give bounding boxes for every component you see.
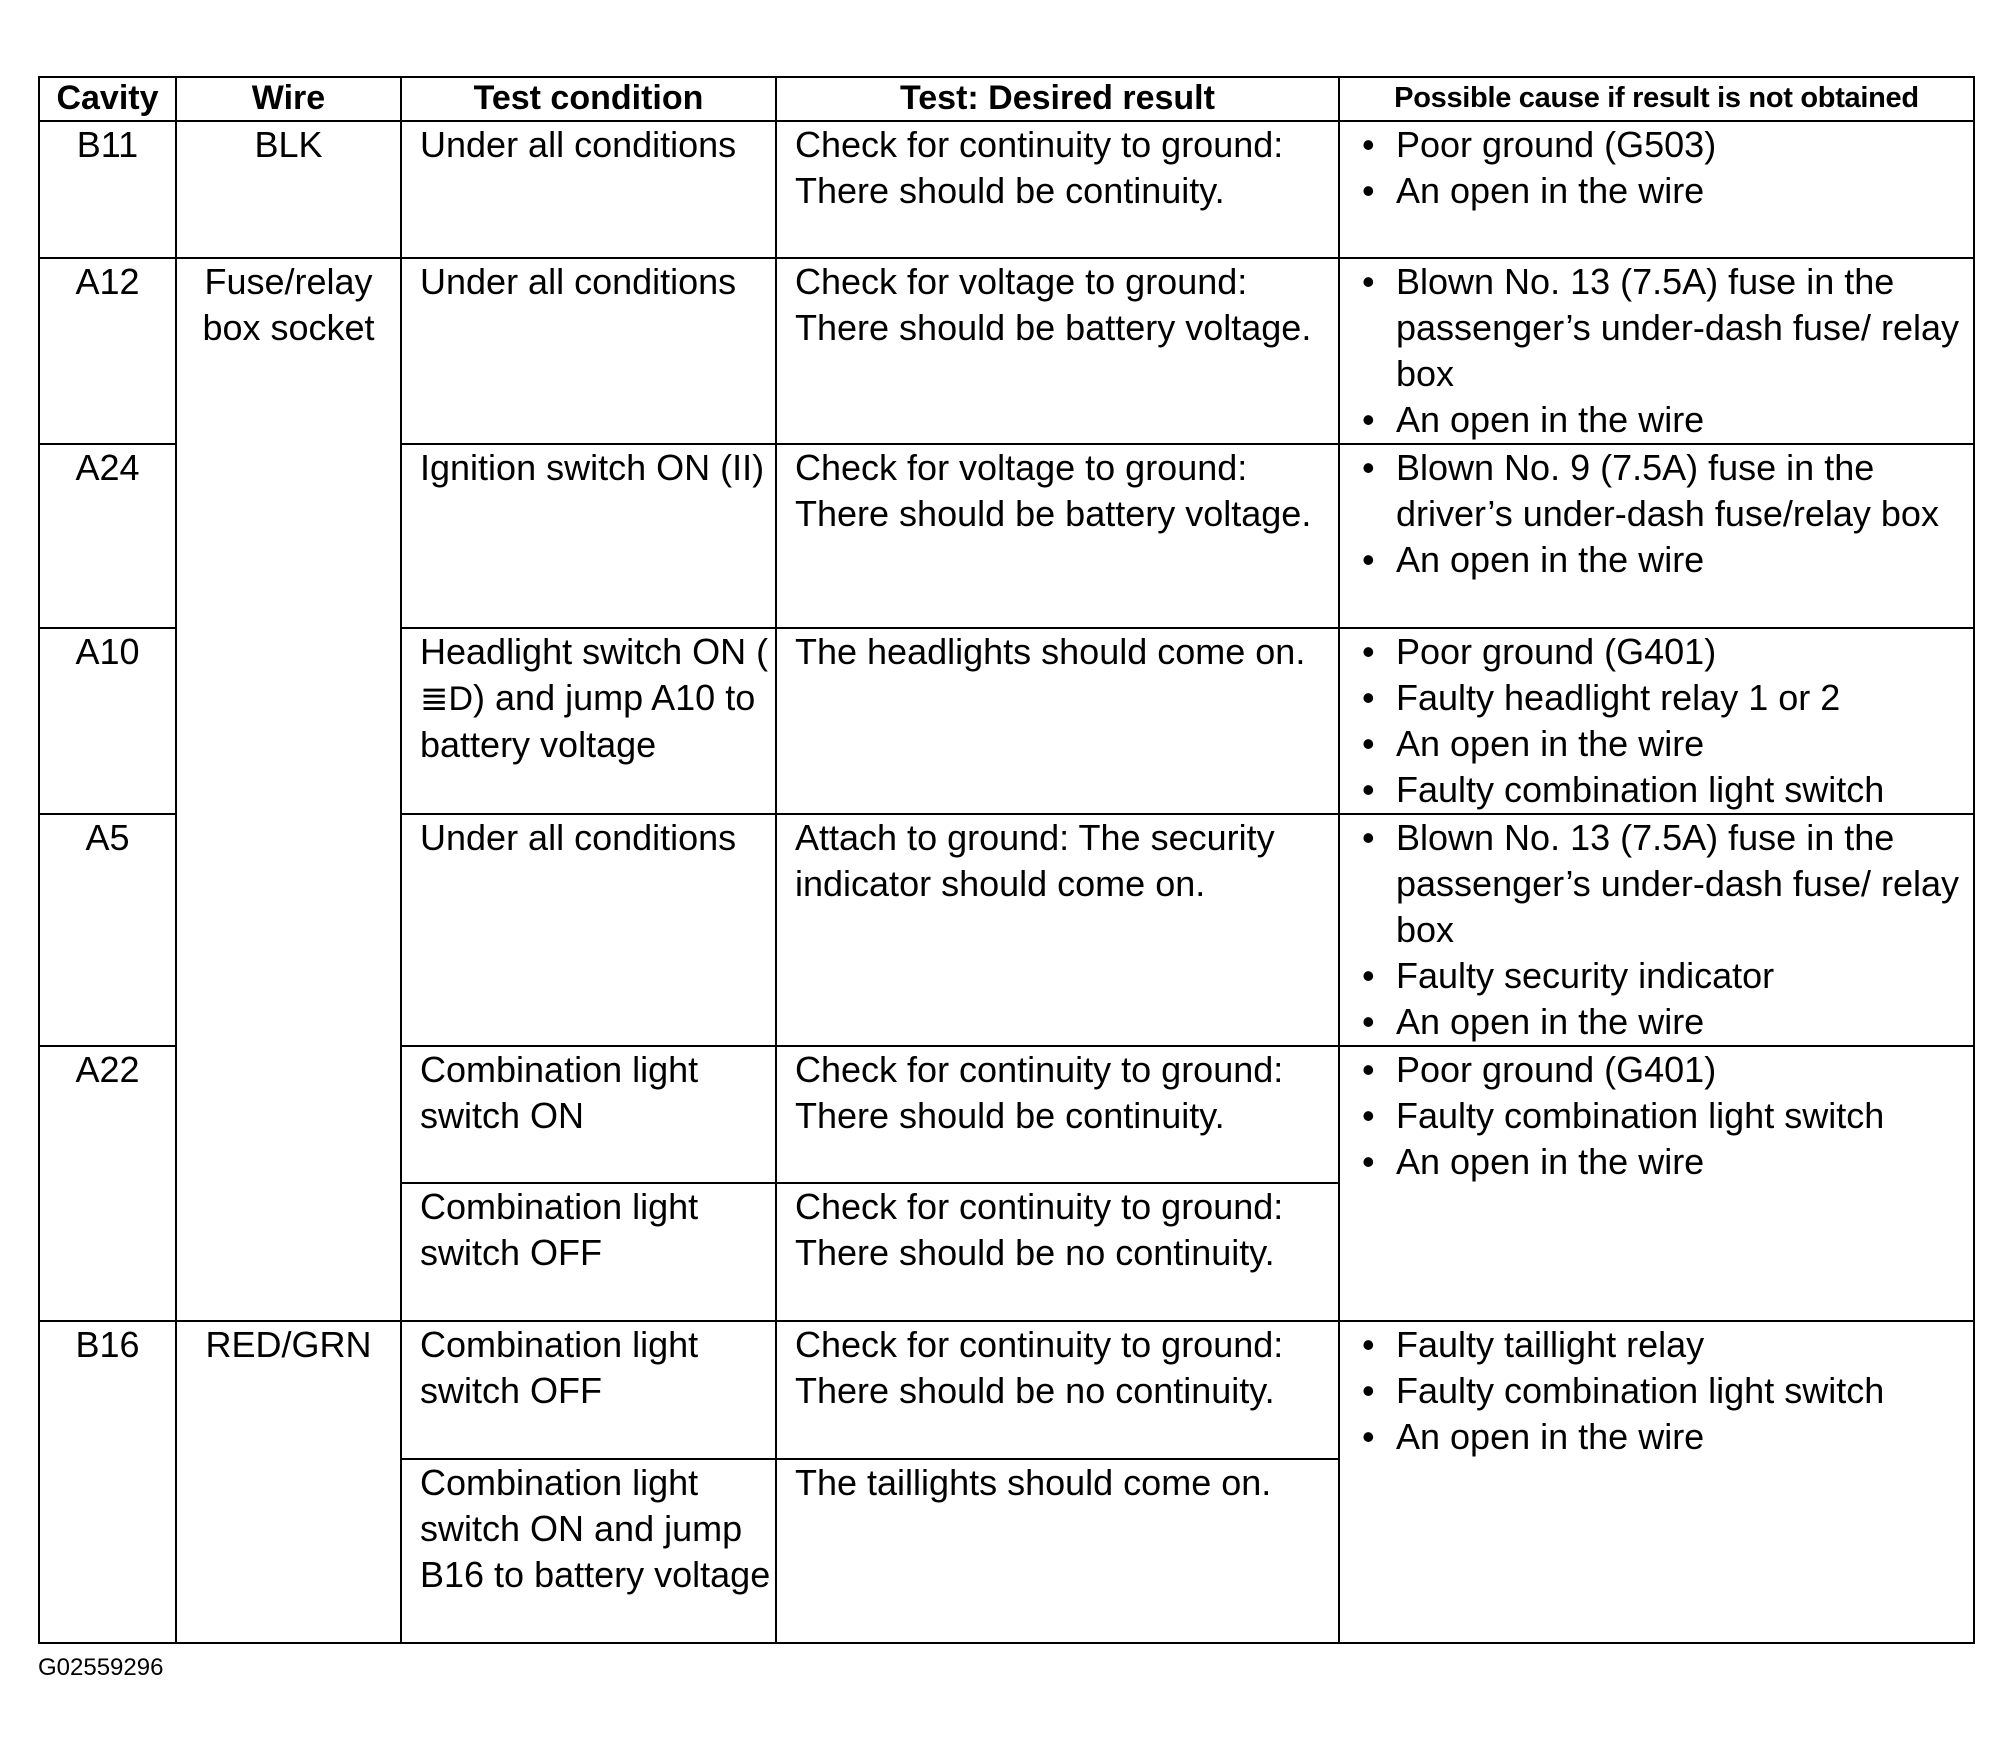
cause-item: • Faulty headlight relay 1 or 2 [1358,675,1973,721]
condition-text: Headlight switch ON ( [420,631,769,672]
wire-cell-continued [176,628,401,814]
test-condition-cell: Under all conditions [401,258,776,444]
cause-list [1358,1047,1973,1185]
result-line: There should be no continuity. [795,1232,1275,1273]
wire-cell: Fuse/relay box socket [176,258,401,444]
test-condition-cell: Ignition switch ON (II) [401,444,776,628]
result-line: There should be no continuity. [795,1370,1275,1411]
desired-result-cell [776,814,1339,1046]
test-condition-cell: Combination light switch ON [401,1046,776,1183]
cavity-cell: B16 [39,1321,176,1643]
headlight-high-beam-icon: ≣D [420,680,474,718]
header-wire: Wire [176,77,401,121]
desired-result-cell [776,1459,1339,1643]
condition-text: ) and jump A10 to battery voltage [420,677,756,765]
possible-cause-cell [1339,1321,1974,1643]
result-line: The headlights should come on. [795,631,1306,672]
cause-list [1358,815,1973,1045]
header-cavity: Cavity [39,77,176,121]
result-line: Check for voltage to ground: [795,261,1248,302]
desired-result-cell [776,628,1339,814]
test-condition-cell: Combination light switch OFF [401,1183,776,1321]
cause-item: • Blown No. 9 (7.5A) fuse in the driver’s under-dash fuse/relay box [1358,445,1973,537]
header-test-condition: Test condition [401,77,776,121]
test-condition-cell: Combination light switch OFF [401,1321,776,1459]
cavity-cell: B11 [39,121,176,258]
cause-item: • An open in the wire [1358,168,1973,214]
possible-cause-cell [1339,444,1974,628]
desired-result-cell [776,1321,1339,1459]
result-line: Check for continuity to ground: [795,1324,1284,1365]
figure-id-label: G02559296 [38,1654,164,1681]
possible-cause-cell [1339,628,1974,814]
result-line: There should be continuity. [795,170,1225,211]
test-condition-cell: Under all conditions [401,814,776,1046]
cause-list [1358,259,1973,443]
wire-cell-continued [176,814,401,1046]
result-line: Check for voltage to ground: [795,447,1248,488]
cause-item: • Poor ground (G401) [1358,1047,1973,1093]
cause-item: • Faulty combination light switch [1358,767,1973,813]
cause-item: • Poor ground (G503) [1358,122,1973,168]
result-line: Check for continuity to ground: [795,124,1284,165]
cause-list [1358,445,1973,583]
possible-cause-cell [1339,258,1974,444]
possible-cause-cell [1339,814,1974,1046]
cause-item: • An open in the wire [1358,721,1973,767]
cause-list [1358,629,1973,813]
header-possible-cause: Possible cause if result is not obtained [1339,77,1974,121]
test-condition-cell [401,628,776,814]
desired-result-cell [776,121,1339,258]
cause-item: • An open in the wire [1358,999,1973,1045]
test-condition-cell: Under all conditions [401,121,776,258]
possible-cause-cell [1339,121,1974,258]
cause-item: • An open in the wire [1358,537,1973,583]
header-row [39,77,1974,121]
cavity-cell: A5 [39,814,176,1046]
table-row [39,814,1974,1046]
cause-item: • Blown No. 13 (7.5A) fuse in the passenger’s under-dash fuse/ relay box [1358,259,1973,397]
cause-item: • Faulty combination light switch [1358,1093,1973,1139]
cause-list [1358,1322,1973,1460]
cause-list [1358,122,1973,214]
wire-cell-continued [176,1046,401,1321]
cavity-cell: A10 [39,628,176,814]
table-row [39,1321,1974,1459]
possible-cause-cell [1339,1046,1974,1321]
desired-result-cell [776,444,1339,628]
result-line: There should be battery voltage. [795,493,1312,534]
result-line: There should be continuity. [795,1095,1225,1136]
cause-item: • An open in the wire [1358,397,1973,443]
desired-result-cell [776,258,1339,444]
table-row [39,121,1974,258]
result-line: Check for continuity to ground: [795,1186,1284,1227]
desired-result-cell [776,1183,1339,1321]
result-line: Check for continuity to ground: [795,1049,1284,1090]
header-desired-result: Test: Desired result [776,77,1339,121]
table-row [39,1046,1974,1183]
cavity-cell: A22 [39,1046,176,1321]
cause-item: • Blown No. 13 (7.5A) fuse in the passenger’s under-dash fuse/ relay box [1358,815,1973,953]
table-row [39,628,1974,814]
wire-cell: BLK [176,121,401,258]
cause-item: • Faulty security indicator [1358,953,1973,999]
table-row [39,444,1974,628]
test-condition-cell: Combination light switch ON and jump B16 to battery voltage [401,1459,776,1643]
table-row [39,258,1974,444]
cause-item: • An open in the wire [1358,1139,1973,1185]
cavity-cell: A24 [39,444,176,628]
result-line: There should be battery voltage. [795,307,1312,348]
cause-item: • An open in the wire [1358,1414,1973,1460]
cause-item: • Faulty combination light switch [1358,1368,1973,1414]
cause-item: • Poor ground (G401) [1358,629,1973,675]
cavity-cell: A12 [39,258,176,444]
cause-item: • Faulty taillight relay [1358,1322,1973,1368]
wire-cell: RED/GRN [176,1321,401,1643]
desired-result-cell [776,1046,1339,1183]
diagnostic-table [38,76,1975,1644]
result-line: The taillights should come on. [795,1462,1272,1503]
wire-cell-continued [176,444,401,628]
result-line: Attach to ground: The security indicator should come on. [795,817,1275,904]
